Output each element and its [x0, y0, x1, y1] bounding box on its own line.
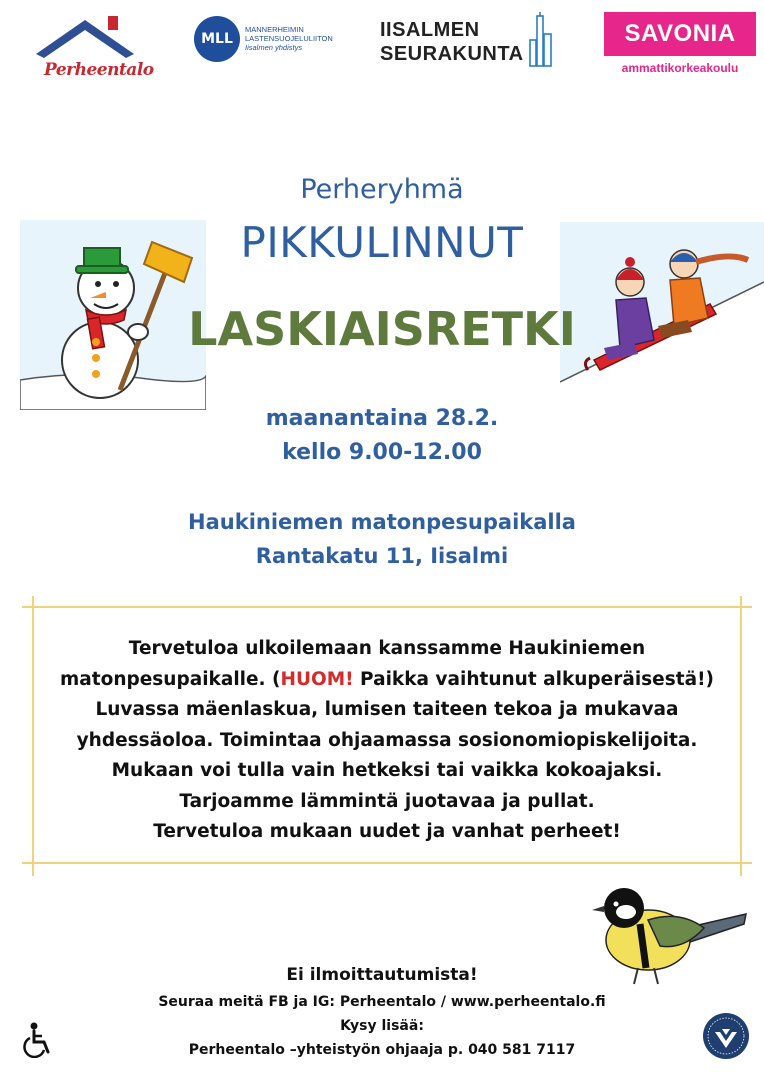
social-follow-line: Seuraa meitä FB ja IG: Perheentalo / www.perheentalo.fi — [158, 994, 606, 1010]
perheentalo-logo-text: Perheentalo — [44, 60, 154, 80]
circular-badge-logo — [702, 1012, 750, 1060]
info-line-2 — [32, 665, 742, 696]
group-name: PIKKULINNUT — [240, 218, 524, 267]
church-tower-icon — [528, 12, 554, 68]
info-line-2-start: matonpesupaikalle. ( — [60, 668, 281, 690]
frame-bottom-line — [22, 862, 752, 864]
savonia-logo-box: SAVONIA — [604, 12, 756, 56]
info-line-3: Luvassa mäenlaskua, lumisen taiteen tekoa ja mukavaa — [95, 699, 679, 720]
perheentalo-logo — [30, 14, 154, 82]
mll-circle-badge: MLL — [194, 16, 240, 62]
event-time: kello 9.00-12.00 — [282, 440, 482, 465]
info-frame — [22, 596, 752, 876]
event-place: Haukiniemen matonpesupaikalla — [188, 510, 576, 534]
event-date: maanantaina 28.2. — [265, 406, 499, 431]
info-line-7: Tervetuloa mukaan uudet ja vanhat perheet! — [153, 821, 621, 842]
info-line-5: Mukaan voi tulla vain hetkeksi tai vaikka kokoajaksi. — [111, 760, 663, 781]
mll-line-2: LASTENSUOJELULIITON — [245, 34, 333, 43]
ask-more-line: Kysy lisää: — [340, 1018, 424, 1034]
seurakunta-logo-text — [380, 18, 524, 66]
savonia-logo-subtitle: ammattikorkeakoulu — [621, 61, 739, 75]
huom-highlight: HUOM! — [280, 668, 354, 690]
frame-top-line — [22, 606, 752, 608]
seurakunta-line-2: SEURAKUNTA — [380, 43, 524, 65]
mll-line-1: MANNERHEIMIN — [245, 25, 304, 34]
no-registration-note: Ei ilmoittautumista! — [286, 965, 478, 985]
info-line-2-end: Paikka vaihtunut alkuperäisestä!) — [353, 668, 714, 690]
seurakunta-line-1: IISALMEN — [380, 19, 480, 41]
info-text — [32, 634, 742, 848]
pre-title: Perheryhmä — [300, 174, 464, 205]
event-address: Rantakatu 11, Iisalmi — [255, 544, 509, 568]
mll-logo-text — [245, 25, 333, 52]
house-roof-icon — [30, 14, 140, 64]
wheelchair-accessibility-icon — [22, 1022, 56, 1058]
mll-logo — [194, 16, 344, 64]
event-title: LASKIAISRETKI — [188, 302, 576, 356]
info-line-4: yhdessäoloa. Toimintaa ohjaamassa sosionomiopiskelijoita. — [76, 729, 698, 751]
info-line-6: Tarjoamme lämmintä juotavaa ja pullat. — [179, 790, 595, 812]
contact-line: Perheentalo –yhteistyön ohjaaja p. 040 581 7117 — [188, 1042, 576, 1058]
iisalmen-seurakunta-logo — [380, 12, 555, 68]
mll-line-3: Iisalmen yhdistys — [245, 43, 303, 52]
info-line-1: Tervetuloa ulkoilemaan kanssamme Haukiniemen — [128, 638, 646, 659]
savonia-logo — [604, 12, 756, 80]
